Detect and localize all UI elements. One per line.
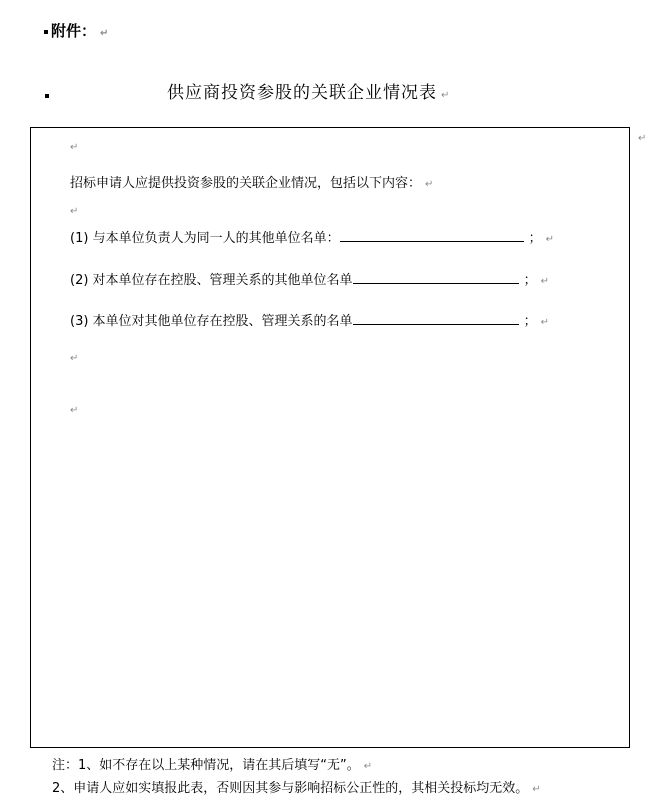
item-suffix: ； — [523, 273, 537, 288]
fill-blank-3[interactable] — [353, 311, 519, 325]
attachment-label — [44, 20, 108, 41]
paragraph-mark-icon: ↵ — [70, 206, 79, 217]
paragraph-mark-icon: ↵ — [100, 28, 109, 39]
form-table-box — [30, 127, 630, 748]
intro-label: 招标申请人应提供投资参股的关联企业情况，包括以下内容： — [70, 176, 422, 191]
paragraph-mark-icon: ↵ — [532, 784, 541, 795]
paragraph-mark-icon: ↵ — [545, 234, 554, 245]
item-suffix: ； — [528, 231, 542, 246]
bullet-icon — [44, 30, 48, 34]
page-title — [167, 78, 450, 103]
paragraph-mark-icon: ↵ — [70, 353, 79, 364]
paragraph-mark-icon: ↵ — [363, 761, 373, 772]
note-1 — [52, 754, 372, 773]
note-text: 2、申请人应如实填报此表，否则因其参与影响招标公正性的，其相关投标均无效。 — [52, 781, 529, 796]
item-prefix: (1) — [70, 231, 89, 246]
paragraph-mark-icon: ↵ — [540, 317, 549, 328]
paragraph-mark-icon: ↵ — [638, 133, 647, 144]
note-text: 注：1、如不存在以上某种情况，请在其后填写“无”。 — [52, 758, 360, 773]
item-label: 对本单位存在控股、管理关系的其他单位名单 — [88, 273, 353, 288]
item-prefix: (2) — [70, 273, 89, 288]
item-suffix: ； — [523, 314, 537, 329]
item-prefix: (3) — [70, 314, 89, 329]
attachment-text: 附件： — [51, 22, 97, 40]
note-2 — [52, 777, 541, 796]
paragraph-mark-icon: ↵ — [425, 179, 434, 190]
paragraph-mark-icon: ↵ — [70, 405, 79, 416]
item-3 — [70, 310, 549, 329]
paragraph-mark-icon: ↵ — [540, 276, 549, 287]
paragraph-mark-icon: ↵ — [441, 90, 451, 101]
title-text: 供应商投资参股的关联企业情况表 — [167, 83, 437, 103]
bullet-icon — [45, 94, 49, 98]
item-label: 与本单位负责人为同一人的其他单位名单： — [92, 231, 340, 246]
fill-blank-2[interactable] — [353, 270, 519, 284]
item-2 — [70, 269, 549, 288]
item-label: 本单位对其他单位存在控股、管理关系的名单 — [88, 314, 353, 329]
intro-text — [70, 172, 433, 191]
fill-blank-1[interactable] — [340, 228, 524, 242]
item-1 — [70, 227, 554, 246]
paragraph-mark-icon: ↵ — [70, 142, 79, 153]
